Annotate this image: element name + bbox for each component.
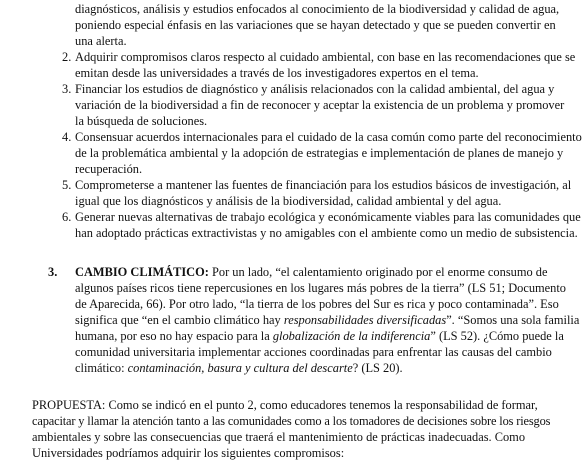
propuesta-line-4: Universidades podríamos adquirir los siguientes compromisos: <box>32 446 345 460</box>
list-item-5-number: 5. <box>62 178 72 192</box>
section-3-line-7 <box>75 360 403 376</box>
list-item-1-line-3: una alerta. <box>75 34 127 48</box>
section-3-line-2: algunos países ricos tiene repercusiones en los lugares más pobres de la tierra” (LS 51; Documento <box>75 281 567 295</box>
section-3-line-4-a: significa que “en el cambio climático hay <box>75 313 284 327</box>
list-item-3-number: 3. <box>62 82 72 96</box>
list-item-6-number: 6. <box>62 210 72 224</box>
section-3-number: 3. <box>48 265 58 279</box>
section-3-line-5-italic: globalización de la indiferencia <box>272 329 431 343</box>
section-3-line-5 <box>75 328 564 344</box>
list-item-6-line-1: Generar nuevas alternativas de trabajo ecológica y económicamente viables para las comunidades que <box>75 210 581 224</box>
section-3-line-7-italic: contaminación, basura y cultura del descarte <box>127 361 353 375</box>
list-item-5-line-2: igual que los diagnósticos y análisis de la biodiversidad, calidad ambiental y del agua. <box>75 194 502 208</box>
list-item-1-line-1: diagnósticos, análisis y estudios enfocados al conocimiento de la biodiversidad y calidad de agua, <box>75 2 560 16</box>
section-3-heading: CAMBIO CLIMÁTICO: <box>75 265 209 279</box>
list-item-4-line-2: de la problemática ambiental y la adopción de estrategias e implementación de planes de manejo y <box>75 146 564 160</box>
list-item-4-line-1: Consensuar acuerdos internacionales para el cuidado de la casa común como parte del reconocimiento <box>75 130 582 144</box>
section-3-line-4-b: ”. “Somos una sola familia <box>446 313 580 327</box>
section-3-line-3: de Aparecida, 66). Por otro lado, “la tierra de los pobres del Sur es rica y poco contaminada”. Eso <box>75 297 559 311</box>
propuesta-line-1: PROPUESTA: Como se indicó en el punto 2, como educadores tenemos la responsabilidad de formar, <box>32 398 538 412</box>
section-3-line-1 <box>75 264 548 280</box>
section-3-line-5-a: humana, por eso no hay espacio para la <box>75 329 273 343</box>
propuesta-line-2: capacitar y llamar la atención tanto a las comunidades como a los tomadores de decisiones sobre los riesgos <box>32 414 551 428</box>
section-3-line-6: comunidad universitaria implementar acciones coordinadas para enfrentar las causas del cambio <box>75 345 552 359</box>
propuesta-line-3: ambientales y sobre las consecuencias que traerá el mantenimiento de prácticas inadecuadas. Como <box>32 430 526 444</box>
list-item-3-line-3: la búsqueda de soluciones. <box>75 114 208 128</box>
list-item-6-line-2: han adoptado prácticas extractivistas y no amigables con el ambiente como un medio de subsistencia. <box>75 226 578 240</box>
list-item-4-number: 4. <box>62 130 72 144</box>
list-item-4-line-3: recuperación. <box>75 162 143 176</box>
section-3-line-7-a: climático: <box>75 361 128 375</box>
section-3-line-5-b: ” (LS 52). ¿Cómo puede la <box>430 329 564 343</box>
section-3-line-4-italic: responsabilidades diversificadas <box>283 313 447 327</box>
list-item-1-line-2: poniendo especial énfasis en las variaciones que se hayan detectado y que se pueden convertir en <box>75 18 556 32</box>
section-3-line-1-text: Por un lado, “el calentamiento originado por el enorme consumo de <box>208 265 548 279</box>
list-item-3-line-1: Financiar los estudios de diagnóstico y análisis relacionados con la calidad ambiental, del agua y <box>75 82 555 96</box>
list-item-5-line-1: Comprometerse a mantener las fuentes de financiación para los estudios básicos de investigación, al <box>75 178 572 192</box>
list-item-3-line-2: variación de la biodiversidad a fin de reconocer y aceptar la existencia de un problema y promover <box>75 98 565 112</box>
list-item-2-number: 2. <box>62 50 72 64</box>
list-item-2-line-1: Adquirir compromisos claros respecto al cuidado ambiental, con base en las recomendaciones que se <box>75 50 576 64</box>
section-3-line-7-b: ? (LS 20). <box>352 361 403 375</box>
section-3-line-4 <box>75 312 580 328</box>
list-item-2-line-2: emitan desde las universidades a través de los investigadores expertos en el tema. <box>75 66 479 80</box>
